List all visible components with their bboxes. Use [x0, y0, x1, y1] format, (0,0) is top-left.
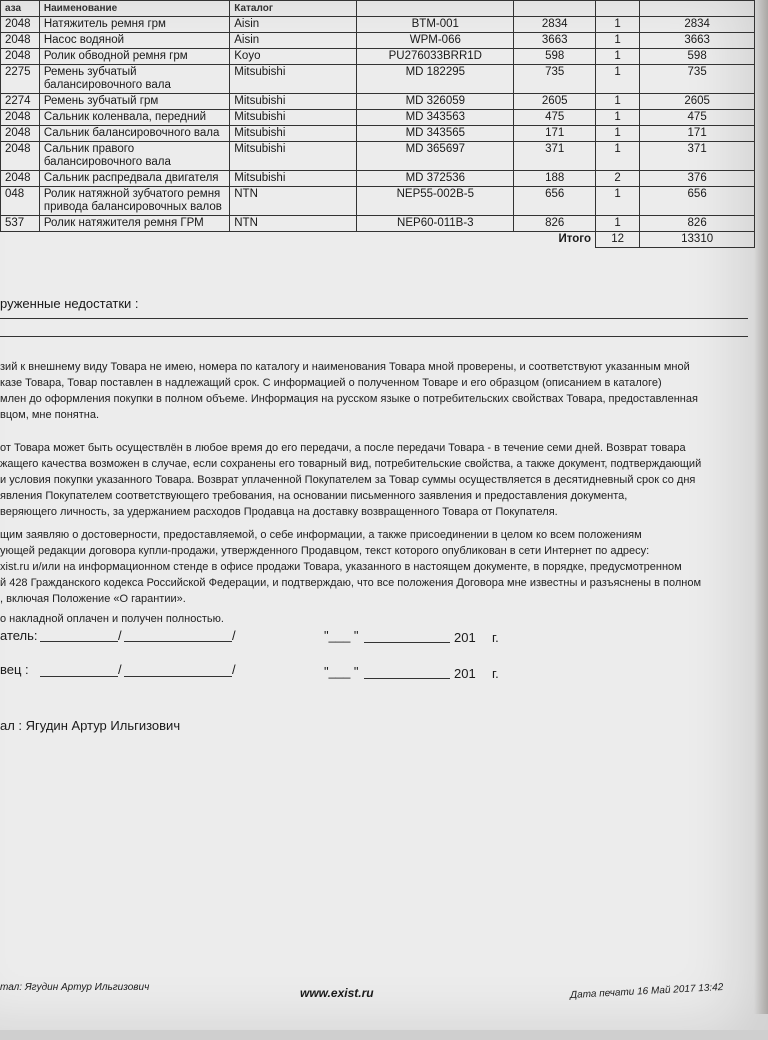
cell-sum: 656	[640, 187, 755, 216]
cell-code: 2275	[1, 65, 40, 94]
cell-brand: NTN	[230, 216, 357, 232]
items-table	[0, 0, 755, 248]
cell-qty: 1	[595, 49, 639, 65]
cell-catalog: BTM-001	[357, 17, 514, 33]
terms-line: от Товара может быть осуществлён в любое время до его передачи, а после передачи Товара - в течение семи дней. Возврат товара	[0, 442, 686, 454]
seller-sign-label: вец :	[0, 662, 29, 677]
table-total-row	[1, 232, 755, 248]
page-shadow	[754, 0, 768, 1014]
cell-catalog: NEP60-011B-3	[357, 216, 514, 232]
terms-line: xist.ru и/или на информационном стенде в офисе продажи Товара, указанного в настоящем документе, в порядке, предусмотренном	[0, 561, 682, 573]
terms-line: казе Товара, Товар поставлен в надлежащий срок. С информацией о полученном Товаре и его образцом (описанием в каталоге)	[0, 377, 662, 389]
cell-name: Сальник коленвала, передний	[39, 110, 229, 126]
terms-line: щим заявляю о достоверности, предоставляемой, о себе информации, а также присоединении в целом ко всем положениям	[0, 529, 642, 541]
cell-brand: Mitsubishi	[230, 65, 357, 94]
cell-sum: 171	[640, 126, 755, 142]
cell-catalog: WPM-066	[357, 33, 514, 49]
table-row	[1, 171, 755, 187]
cell-name: Насос водяной	[39, 33, 229, 49]
terms-line: й 428 Гражданского кодекса Российской Федерации, и подтверждаю, что все положения Договора мне известны и разъяснены в полном	[0, 577, 702, 589]
table-row	[1, 94, 755, 110]
cell-code: 2048	[1, 110, 40, 126]
table-row	[1, 65, 755, 94]
cell-name: Натяжитель ремня грм	[39, 17, 229, 33]
cell-brand: Koyo	[230, 49, 357, 65]
cell-qty: 1	[595, 187, 639, 216]
issued-by: ал : Ягудин Артур Ильгизович	[0, 718, 181, 733]
cell-brand: NTN	[230, 187, 357, 216]
cell-name: Ролик натяжной зубчатого ремня привода балансировочных валов	[39, 187, 229, 216]
buyer-sign-label: атель:	[0, 628, 38, 643]
cell-sum: 598	[640, 49, 755, 65]
terms-line: и условия покупки указанного Товара. Возврат уплаченной Покупателем за Товар суммы осуществляется в десятидневный срок со дня	[0, 474, 696, 486]
defects-line-2	[0, 336, 748, 337]
total-label: Итого	[558, 233, 591, 245]
cell-qty: 1	[595, 94, 639, 110]
cell-catalog: MD 343563	[357, 110, 514, 126]
defects-line-1	[0, 318, 748, 319]
cell-catalog: NEP55-002B-5	[357, 187, 514, 216]
footer-left: тал: Ягудин Артур Ильгизович	[0, 982, 150, 993]
cell-sum: 371	[640, 142, 755, 171]
terms-line: млен до оформления покупки в полном объеме. Информация на русском языке о потребительских свойствах Товара, предоставленная	[0, 393, 698, 405]
cell-catalog: MD 343565	[357, 126, 514, 142]
cell-sum: 2605	[640, 94, 755, 110]
terms-line: ующей редакции договора купли-продажи, утвержденного Продавцом, текст которого опубликован в сети Интернет по адресу:	[0, 545, 650, 557]
cell-code: 2048	[1, 17, 40, 33]
cell-sum: 735	[640, 65, 755, 94]
cell-name: Ремень зубчатый грм	[39, 94, 229, 110]
cell-sum: 826	[640, 216, 755, 232]
terms-line: , включая Положение «О гарантии».	[0, 593, 186, 605]
terms-line: жащего качества возможен в случае, если сохранены его товарный вид, потребительские свойства, а также документ, подтверждающий	[0, 458, 702, 470]
cell-code: 2274	[1, 94, 40, 110]
cell-name: Ролик обводной ремня грм	[39, 49, 229, 65]
table-header	[1, 1, 755, 17]
footer-url: www.exist.ru	[300, 986, 374, 1000]
cell-catalog: PU276033BRR1D	[357, 49, 514, 65]
cell-price: 188	[514, 171, 596, 187]
cell-brand: Mitsubishi	[230, 142, 357, 171]
cell-price: 475	[514, 110, 596, 126]
table-row	[1, 17, 755, 33]
cell-code: 2048	[1, 142, 40, 171]
cell-brand: Mitsubishi	[230, 171, 357, 187]
cell-sum: 2834	[640, 17, 755, 33]
table-row	[1, 187, 755, 216]
terms-line: о накладной оплачен и получен полностью.	[0, 613, 224, 625]
cell-code: 537	[1, 216, 40, 232]
cell-name: Ролик натяжителя ремня ГРМ	[39, 216, 229, 232]
cell-catalog: MD 372536	[357, 171, 514, 187]
cell-sum: 475	[640, 110, 755, 126]
cell-price: 598	[514, 49, 596, 65]
cell-price: 371	[514, 142, 596, 171]
cell-qty: 1	[595, 65, 639, 94]
cell-qty: 1	[595, 216, 639, 232]
cell-brand: Aisin	[230, 17, 357, 33]
cell-price: 2605	[514, 94, 596, 110]
cell-code: 048	[1, 187, 40, 216]
terms-line: явления Покупателем соответствующего требования, на основании письменного заявления и предоставления документа,	[0, 490, 628, 502]
cell-price: 2834	[514, 17, 596, 33]
cell-catalog: MD 182295	[357, 65, 514, 94]
cell-brand: Mitsubishi	[230, 126, 357, 142]
terms-line: веряющего личность, за удержанием расходов Продавца на доставку возвращенного Товара от Покупателя.	[0, 506, 558, 518]
terms-line: вцом, мне понятна.	[0, 409, 100, 421]
cell-name: Ремень зубчатый балансировочного вала	[39, 65, 229, 94]
cell-name: Сальник балансировочного вала	[39, 126, 229, 142]
cell-brand: Mitsubishi	[230, 94, 357, 110]
cell-price: 171	[514, 126, 596, 142]
cell-name: Сальник распредвала двигателя	[39, 171, 229, 187]
document-page: аза Наименование Каталог 2048 Натяжитель ремня грм Aisin BTM-001 2834 1 2834 2048 Насос водяной Aisin WPM-066 3663 1 3663 2048 Ролик обводной ремня грм Koyo PU276033BRR1D 598 1 598 2275 Ремень зубчатый балансировочного вала Mitsubishi MD 182295 735 1 735 2274 Ремень зубчатый грм Mitsubishi MD 326059 2605 1 2605 2048 Сальник коленвала, передний Mitsubishi MD 343563 475 1 475 2048 Сальник балансировочного вала Mitsubishi MD 343565 171 1 171 2048 Сальник правого балансировочного вала Mitsubishi MD 365697 371 1 371 2048 Сальник распредвала двигателя Mitsubishi MD 372536 188 2 376 048 Ролик натяжной зубчатого ремня привода балансировочных валов NTN NEP55-002B-5 656 1 656 537 Ролик натяжителя ремня ГРМ NTN NEP60-011B-3 826 1 826 Итого 12 13310 руженные недостатки : зий к внешнему виду Товара не имею, номера по каталогу и наименования Товара мной проверены, и соответствуют указанным мной казе Товара, Товар поставлен в надлежащий срок. С информацией о полученном Товаре и его образцом (описанием в каталоге) млен до оформления покупки в полном объеме. Информация на русском языке о потребительских свойствах Товара, предоставленная вцом, мне понятна. от Товара может быть осуществлён в любое время до его передачи, а после передачи Товара - в течение семи дней. Возврат товара жащего качества возможен в случае, если сохранены его товарный вид, потребительские свойства, а также документ, подтверждающий и условия покупки указанного Товара. Возврат уплаченной Покупателем за Товар суммы осуществляется в десятидневный срок со дня явления Покупателем соответствующего требования, на основании письменного заявления и предоставления документа, веряющего личность, за удержанием расходов Продавца на доставку возвращенного Товара от Покупателя. щим заявляю о достоверности, предоставляемой, о себе информации, а также присоединении в целом ко всем положениям ующей редакции договора купли-продажи, утвержденного Продавцом, текст которого опубликован в сети Интернет по адресу: xist.ru и/или на информационном стенде в офисе продажи Товара, указанного в настоящем документе, в порядке, предусмотренном й 428 Гражданского кодекса Российской Федерации, и подтверждаю, что все положения Договора мне известны и разъяснены в полном , включая Положение «О гарантии». о накладной оплачен и получен полностью. атель: / / "___ " 201 г. вец : / / "___ " 201 г. ал : Ягудин Артур Ильгизович тал: Ягудин Артур Ильгизович www.exist.ru Дата печати 16 Май 2017 13:42	[0, 0, 768, 1030]
cell-price: 826	[514, 216, 596, 232]
table-row	[1, 216, 755, 232]
cell-code: 2048	[1, 126, 40, 142]
header-brand: Каталог	[230, 1, 357, 17]
cell-catalog: MD 326059	[357, 94, 514, 110]
cell-brand: Mitsubishi	[230, 110, 357, 126]
cell-price: 656	[514, 187, 596, 216]
header-name: Наименование	[39, 1, 229, 17]
cell-qty: 2	[595, 171, 639, 187]
cell-qty: 1	[595, 142, 639, 171]
cell-sum: 376	[640, 171, 755, 187]
cell-price: 3663	[514, 33, 596, 49]
cell-code: 2048	[1, 49, 40, 65]
table-row	[1, 126, 755, 142]
total-sum: 13310	[640, 232, 755, 248]
defects-label: руженные недостатки :	[0, 296, 139, 311]
cell-catalog: MD 365697	[357, 142, 514, 171]
footer-print-date: Дата печати 16 Май 2017 13:42	[569, 981, 724, 1002]
cell-qty: 1	[595, 17, 639, 33]
table-row	[1, 142, 755, 171]
total-qty: 12	[595, 232, 639, 248]
cell-price: 735	[514, 65, 596, 94]
table-row	[1, 33, 755, 49]
cell-qty: 1	[595, 110, 639, 126]
cell-name: Сальник правого балансировочного вала	[39, 142, 229, 171]
header-code: аза	[1, 1, 40, 17]
cell-code: 2048	[1, 171, 40, 187]
table-row	[1, 110, 755, 126]
cell-sum: 3663	[640, 33, 755, 49]
cell-brand: Aisin	[230, 33, 357, 49]
cell-code: 2048	[1, 33, 40, 49]
terms-line: зий к внешнему виду Товара не имею, номера по каталогу и наименования Товара мной проверены, и соответствуют указанным мной	[0, 361, 690, 373]
cell-qty: 1	[595, 126, 639, 142]
table-row	[1, 49, 755, 65]
cell-qty: 1	[595, 33, 639, 49]
